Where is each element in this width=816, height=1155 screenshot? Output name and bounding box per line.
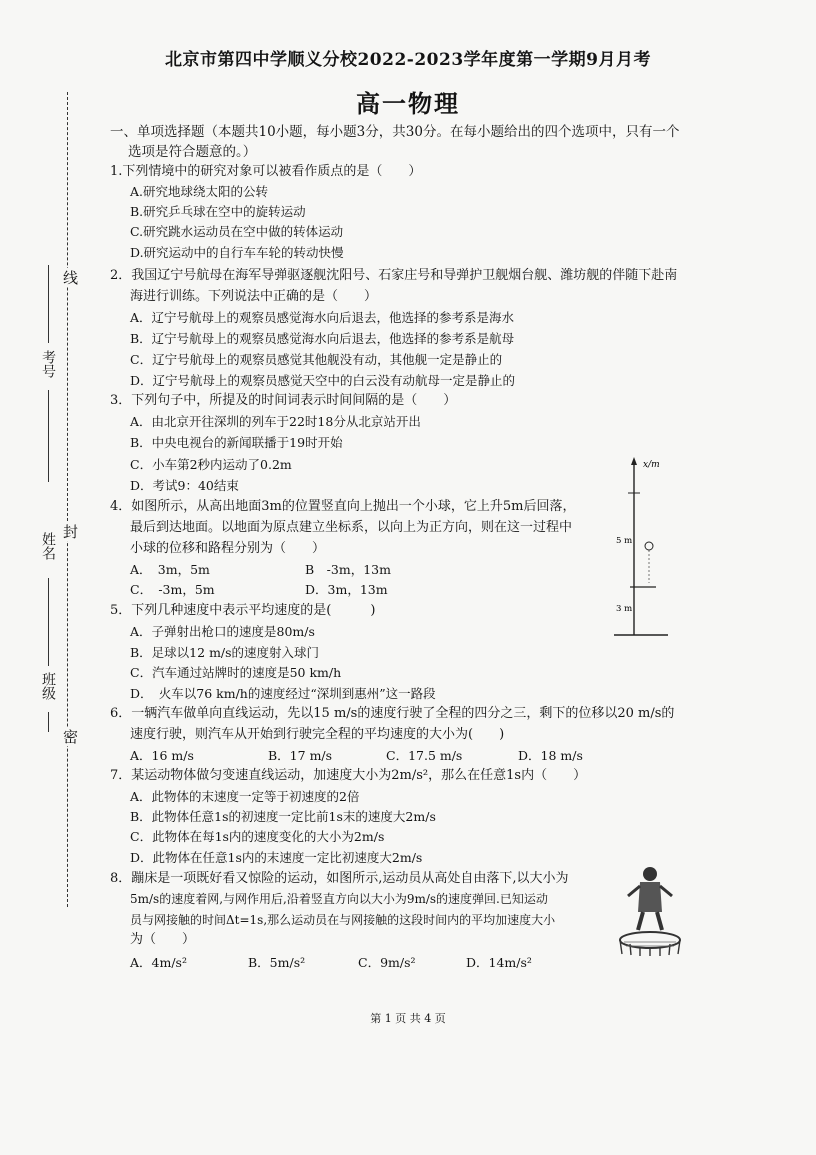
question-stem-cont: 海进行训练。下列说法中正确的是（ ） <box>130 289 378 304</box>
question-stem: 3．下列句子中，所提及的时间词表示时间间隔的是（ ） <box>110 393 457 408</box>
figure-axis-label: x/m <box>643 460 660 470</box>
option-b: B．中央电视台的新闻联播于19时开始 <box>130 435 343 450</box>
option-c: C． -3m，5m <box>130 582 215 597</box>
option-b: B．5m/s² <box>248 955 306 970</box>
option-d: D．3m，13m <box>305 582 388 597</box>
option-a: A．由北京开往深圳的列车于22时18分从北京站开出 <box>130 414 421 429</box>
option-d: D．此物体在任意1s内的末速度一定比初速度大2m/s <box>130 850 423 865</box>
option-a: A.研究地球绕太阳的公转 <box>130 184 269 199</box>
option-d: D．辽宁号航母上的观察员感觉天空中的白云没有动航母一定是静止的 <box>130 373 516 388</box>
option-c: C．此物体在每1s内的速度变化的大小为2m/s <box>130 829 385 844</box>
xingming-fill-line <box>48 578 49 666</box>
option-b: B．辽宁号航母上的观察员感觉海水向后退去，他选择的参考系是航母 <box>130 331 515 346</box>
question-stem-cont-2: 员与网接触的时间Δt=1s,那么运动员在与网接触的这段时间内的平均加速度大小 <box>130 913 556 927</box>
binding-cut-line <box>67 92 68 907</box>
option-c: C．17.5 m/s <box>386 748 463 763</box>
option-d: D．14m/s² <box>466 955 532 970</box>
banji-label: 班级 <box>40 672 56 700</box>
question-stem: 4．如图所示，从高出地面3m的位置竖直向上抛出一个小球，它上升5m后回落， <box>110 499 576 514</box>
option-a: A．4m/s² <box>130 955 187 970</box>
page-number: 第 1 页 共 4 页 <box>370 1012 446 1025</box>
figure-upper-label: 5 m <box>616 536 633 546</box>
option-b: B.研究乒乓球在空中的旋转运动 <box>130 204 306 219</box>
option-c: C．9m/s² <box>358 955 416 970</box>
question-stem: 1.下列情境中的研究对象可以被看作质点的是（ ） <box>110 164 422 179</box>
kaohao-fill-line-2 <box>48 390 49 482</box>
displacement-figure <box>608 455 678 640</box>
option-b: B -3m，13m <box>305 562 391 577</box>
section-heading: 一、单项选择题（本题共10小题，每小题3分，共30分。在每小题给出的四个选项中，只有一个 <box>110 124 680 140</box>
option-d: D． 火车以76 km/h的速度经过“深圳到惠州”这一路段 <box>130 686 436 701</box>
option-c: C.研究跳水运动员在空中做的转体运动 <box>130 224 344 239</box>
question-stem-cont-2: 小球的位移和路程分别为（ ） <box>130 541 326 556</box>
kaohao-fill-line <box>48 265 49 343</box>
option-b: B．此物体任意1s的初速度一定比前1s末的速度大2m/s <box>130 809 436 824</box>
option-a: A．此物体的末速度一定等于初速度的2倍 <box>130 789 360 804</box>
question-stem-cont-3: 为（ ） <box>130 932 196 947</box>
option-c: C．辽宁号航母上的观察员感觉其他舰没有动，其他舰一定是静止的 <box>130 352 503 367</box>
option-a: A．16 m/s <box>130 748 194 763</box>
option-c: C．小车第2秒内运动了0.2m <box>130 457 292 472</box>
xingming-label: 姓名 <box>40 532 56 560</box>
question-stem: 5．下列几种速度中表示平均速度的是( ) <box>110 603 376 618</box>
option-d: D．18 m/s <box>518 748 583 763</box>
kaohao-label: 考号 <box>40 350 56 378</box>
option-d: D．考试9：40结束 <box>130 478 239 493</box>
question-stem: 6．一辆汽车做单向直线运动，先以15 m/s的速度行驶了全程的四分之三，剩下的位移以20 m/s的 <box>110 706 675 721</box>
option-a: A．辽宁号航母上的观察员感觉海水向后退去，他选择的参考系是海水 <box>130 310 515 325</box>
option-c: C．汽车通过站牌时的速度是50 km/h <box>130 665 342 680</box>
question-stem: 8．蹦床是一项既好看又惊险的运动，如图所示,运动员从高处自由落下,以大小为 <box>110 871 569 886</box>
option-d: D.研究运动中的自行车车轮的转动快慢 <box>130 245 344 260</box>
question-stem-cont: 速度行驶，则汽车从开始到行驶完全程的平均速度的大小为( ) <box>130 727 505 742</box>
option-a: A． 3m，5m <box>130 562 210 577</box>
question-stem-cont: 最后到达地面。以地面为原点建立坐标系，以向上为正方向，则在这一过程中 <box>130 520 573 535</box>
margin-char-mi: 密 <box>61 729 79 744</box>
question-stem-cont: 5m/s的速度着网,与网作用后,沿着竖直方向以大小为9m/s的速度弹回.已知运动 <box>130 892 548 906</box>
figure-lower-label: 3 m <box>616 604 633 614</box>
section-heading-cont: 选项是符合题意的。） <box>128 144 257 160</box>
trampoline-figure <box>610 862 690 957</box>
option-b: B．17 m/s <box>268 748 333 763</box>
question-stem: 7．某运动物体做匀变速直线运动，加速度大小为2m/s²，那么在任意1s内（ ） <box>110 768 587 783</box>
exam-subject: 高一物理 <box>356 89 460 118</box>
banji-fill-line <box>48 712 49 732</box>
margin-char-xian: 线 <box>61 270 79 285</box>
option-b: B．足球以12 m/s的速度射入球门 <box>130 645 320 660</box>
question-stem: 2．我国辽宁号航母在海军导弹驱逐舰沈阳号、石家庄号和导弹护卫舰烟台舰、潍坊舰的伴随下赴南 <box>110 268 678 283</box>
option-a: A．子弹射出枪口的速度是80m/s <box>130 624 315 639</box>
exam-title: 北京市第四中学顺义分校2022-2023学年度第一学期9月月考 <box>164 50 651 70</box>
margin-char-feng: 封 <box>61 524 79 539</box>
